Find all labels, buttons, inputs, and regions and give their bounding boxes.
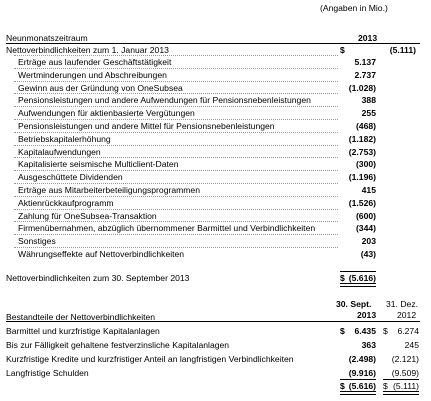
opening-label: Nettoverbindlichkeiten zum 1. Januar 2013 bbox=[6, 45, 169, 55]
closing-value: (5.616) bbox=[348, 273, 376, 283]
component-col2-value: (2.121) bbox=[391, 354, 419, 364]
row-divider bbox=[14, 170, 338, 171]
flow-row-label: Betriebskapitalerhöhung bbox=[18, 133, 111, 144]
components-header-rule bbox=[6, 321, 420, 322]
total-col2-value: (5.111) bbox=[393, 381, 419, 391]
total-col2-currency: $ bbox=[383, 381, 388, 391]
flow-row-label: Firmenübernahmen, abzüglich übernommener Barmittel und Verbindlichkeiten bbox=[18, 223, 316, 234]
component-row-label: Langfristige Schulden bbox=[6, 368, 89, 378]
flow-row-value: (1.196) bbox=[348, 172, 376, 183]
component-row-label: Barmittel und kurzfristige Kapitalanlagen bbox=[6, 326, 160, 336]
row-divider bbox=[14, 93, 338, 94]
row-divider bbox=[14, 68, 338, 69]
flow-row-value: 5.137 bbox=[354, 57, 376, 67]
opening-currency: $ bbox=[340, 45, 345, 55]
units-note: (Angaben in Mio.) bbox=[320, 3, 388, 13]
component-row-label: Bis zur Fälligkeit gehaltene festverzinsliche Kapitalanlagen bbox=[6, 340, 230, 350]
flow-row-value: (43) bbox=[360, 249, 376, 259]
period-label: Neunmonatszeitraum bbox=[6, 33, 88, 43]
row-divider bbox=[14, 106, 338, 107]
flow-row-value: (468) bbox=[355, 121, 376, 131]
flow-row-label: Pensionsleistungen und andere Mittel für Pensionsnebenleistungen bbox=[18, 121, 275, 131]
row-divider bbox=[14, 55, 338, 56]
row-divider bbox=[14, 119, 338, 120]
total-col1-top-rule bbox=[340, 379, 376, 380]
closing-label: Nettoverbindlichkeiten zum 30. September 2013 bbox=[6, 273, 190, 283]
component-col1-value: 363 bbox=[361, 340, 376, 350]
row-divider bbox=[14, 157, 338, 158]
component-col1-currency: $ bbox=[340, 326, 345, 336]
component-col2-value: 245 bbox=[404, 340, 419, 350]
flow-row-label: Erträge aus laufender Geschäftstätigkeit bbox=[18, 57, 172, 67]
flow-row-label: Ausgeschüttete Dividenden bbox=[18, 172, 123, 183]
component-col2-currency: $ bbox=[383, 326, 388, 336]
component-row-label: Kurzfristige Kredite und kurzfristiger Anteil an langfristigen Verbindlichkeiten bbox=[6, 354, 294, 364]
component-col2-value: 6.274 bbox=[397, 326, 419, 336]
col2-header-line2: 2012 bbox=[397, 310, 417, 320]
opening-value: (5.111) bbox=[389, 45, 416, 55]
flow-row-label: Aktienrückkaufprogramm bbox=[18, 197, 114, 208]
flow-row-value: 2.737 bbox=[354, 69, 376, 80]
component-col1-value: (2.498) bbox=[348, 354, 376, 364]
row-divider bbox=[14, 81, 338, 82]
header-rule bbox=[6, 43, 420, 44]
flow-row-value: (2.753) bbox=[348, 146, 376, 157]
flow-row-value: (600) bbox=[355, 210, 376, 221]
flow-row-value: (300) bbox=[355, 159, 376, 170]
closing-double-rule bbox=[340, 283, 376, 287]
component-col2-value: (9.509) bbox=[391, 368, 419, 378]
flow-row-label: Zahlung für OneSubsea-Transaktion bbox=[18, 210, 157, 221]
flow-row-label: Aufwendungen für aktienbasierte Vergütungen bbox=[18, 108, 195, 119]
total-col1-value: (5.616) bbox=[348, 381, 376, 391]
flow-row-value: (344) bbox=[355, 223, 376, 234]
row-divider bbox=[14, 221, 338, 222]
row-divider bbox=[14, 247, 338, 248]
total-col1-double-rule bbox=[340, 391, 376, 395]
closing-top-rule bbox=[340, 271, 376, 272]
row-divider bbox=[14, 145, 338, 146]
closing-currency: $ bbox=[340, 273, 345, 283]
flow-row-label: Erträge aus Mitarbeiterbeteiligungsprogrammen bbox=[18, 185, 200, 195]
flow-row-value: 255 bbox=[361, 108, 376, 119]
flow-row-label: Gewinn aus der Gründung von OneSubsea bbox=[18, 82, 183, 93]
flow-row-value: 388 bbox=[361, 95, 376, 106]
components-title: Bestandteile der Nettoverbindlichkeiten bbox=[6, 312, 156, 322]
flow-row-value: (1.182) bbox=[348, 133, 376, 144]
flow-row-value: 415 bbox=[361, 185, 376, 195]
col1-header-line1: 30. Sept. bbox=[336, 299, 372, 309]
row-divider bbox=[14, 209, 338, 210]
flow-row-label: Wertminderungen und Abschreibungen bbox=[18, 69, 167, 80]
flow-row-value: (1.028) bbox=[348, 82, 376, 93]
row-divider bbox=[14, 196, 338, 197]
year-label: 2013 bbox=[358, 33, 378, 43]
col1-header-line2: 2013 bbox=[357, 310, 377, 320]
component-col1-value: 6.435 bbox=[354, 326, 376, 336]
total-col2-top-rule bbox=[383, 379, 419, 380]
total-col2-double-rule bbox=[383, 391, 419, 395]
flow-row-value: 203 bbox=[361, 236, 376, 247]
row-divider bbox=[14, 234, 338, 235]
component-col1-value: (9.916) bbox=[348, 368, 376, 378]
total-col1-currency: $ bbox=[340, 381, 345, 391]
row-divider bbox=[14, 132, 338, 133]
flow-row-label: Kapitalaufwendungen bbox=[18, 146, 101, 157]
flow-row-label: Kapitalisierte seismische Multiclient-Daten bbox=[18, 159, 179, 170]
flow-row-value: (1.526) bbox=[348, 197, 376, 208]
flow-row-label: Pensionsleistungen und andere Aufwendungen für Pensionsnebenleistungen bbox=[18, 95, 311, 106]
row-divider bbox=[14, 183, 338, 184]
flow-row-label: Sonstiges bbox=[18, 236, 56, 247]
flow-row-label: Währungseffekte auf Nettoverbindlichkeiten bbox=[18, 249, 185, 259]
col2-header-line1: 31. Dez. bbox=[386, 299, 419, 309]
